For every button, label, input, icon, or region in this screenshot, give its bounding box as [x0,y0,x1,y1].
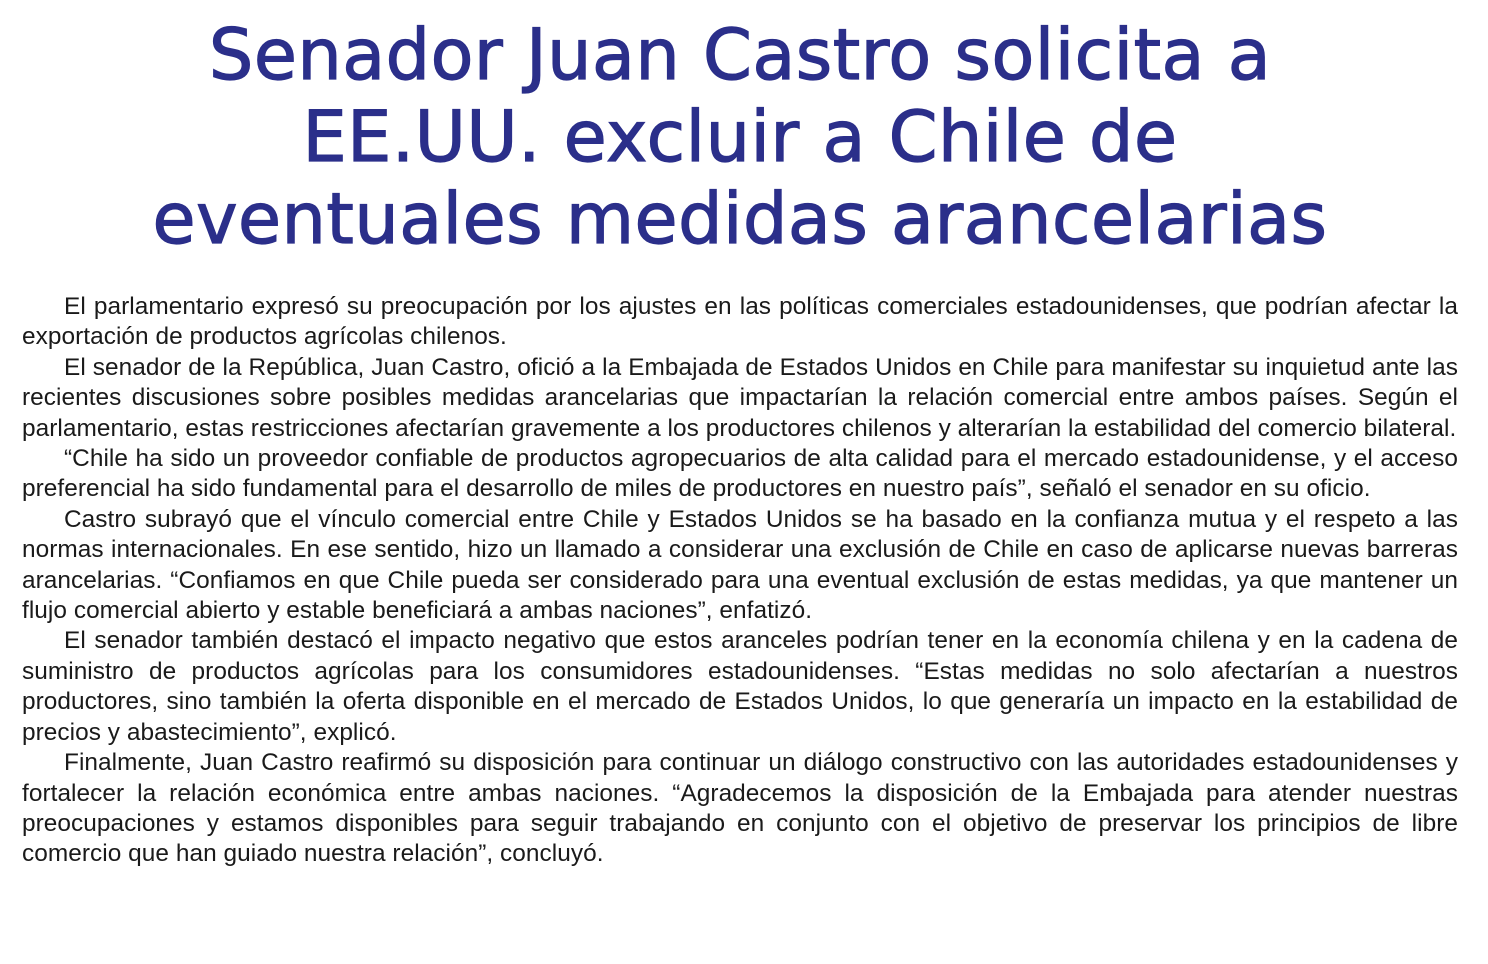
article-paragraph: El parlamentario expresó su preocupación por los ajustes en las políticas comerciales estadounidenses, que podrían afectar la exportación de productos agrícolas chilenos. [22,293,1458,351]
article-paragraph: Castro subrayó que el vínculo comercial entre Chile y Estados Unidos se ha basado en la confianza mutua y el respeto a las normas internacionales. En ese sentido, hizo un llamado a considerar una exclusión de Chile en caso de aplicarse nuevas barreras arancelarias. “Confiamos en que Chile pueda ser considerado para una eventual exclusión de estas medidas, ya que mantener un flujo comercial abierto y estable beneficiará a ambas naciones”, enfatizó. [22,505,1458,625]
article-paragraph: El senador también destacó el impacto negativo que estos aranceles podrían tener en la economía chilena y en la cadena de suministro de productos agrícolas para los consumidores estadounidenses. “Estas medidas no solo afectarían a nuestros productores, sino también la oferta disponible en el mercado de Estados Unidos, lo que generaría un impacto en la estabilidad de precios y abastecimiento”, explicó. [22,627,1458,746]
headline-line: Senador Juan Castro solicita a [208,14,1272,96]
article-paragraph: El senador de la República, Juan Castro, ofició a la Embajada de Estados Unidos en Chile para manifestar su inquietud ante las recientes discusiones sobre posibles medidas arancelarias que impactarían la relación comercial entre ambos países. Según el parlamentario, estas restricciones afectarían gravemente a los productores chilenos y alterarían la estabilidad del comercio bilateral. [22,353,1458,442]
headline-line: eventuales medidas arancelarias [152,178,1328,260]
article-paragraph: “Chile ha sido un proveedor confiable de productos agropecuarios de alta calidad para el mercado estadounidense, y el acceso preferencial ha sido fundamental para el desarrollo de miles de productores en nuestro país”, señaló el senador en su oficio. [22,445,1458,503]
headline-line: EE.UU. excluir a Chile de [302,96,1178,178]
article-body [22,292,1458,870]
article-paragraph: Finalmente, Juan Castro reafirmó su disposición para continuar un diálogo constructivo con las autoridades estadounidenses y fortalecer la relación económica entre ambas naciones. “Agradecemos la disposición de la Embajada para atender nuestras preocupaciones y estamos disponibles para seguir trabajando en conjunto con el objetivo de preservar los principios de libre comercio que han guiado nuestra relación”, concluyó. [22,749,1458,868]
article-headline [22,14,1458,260]
